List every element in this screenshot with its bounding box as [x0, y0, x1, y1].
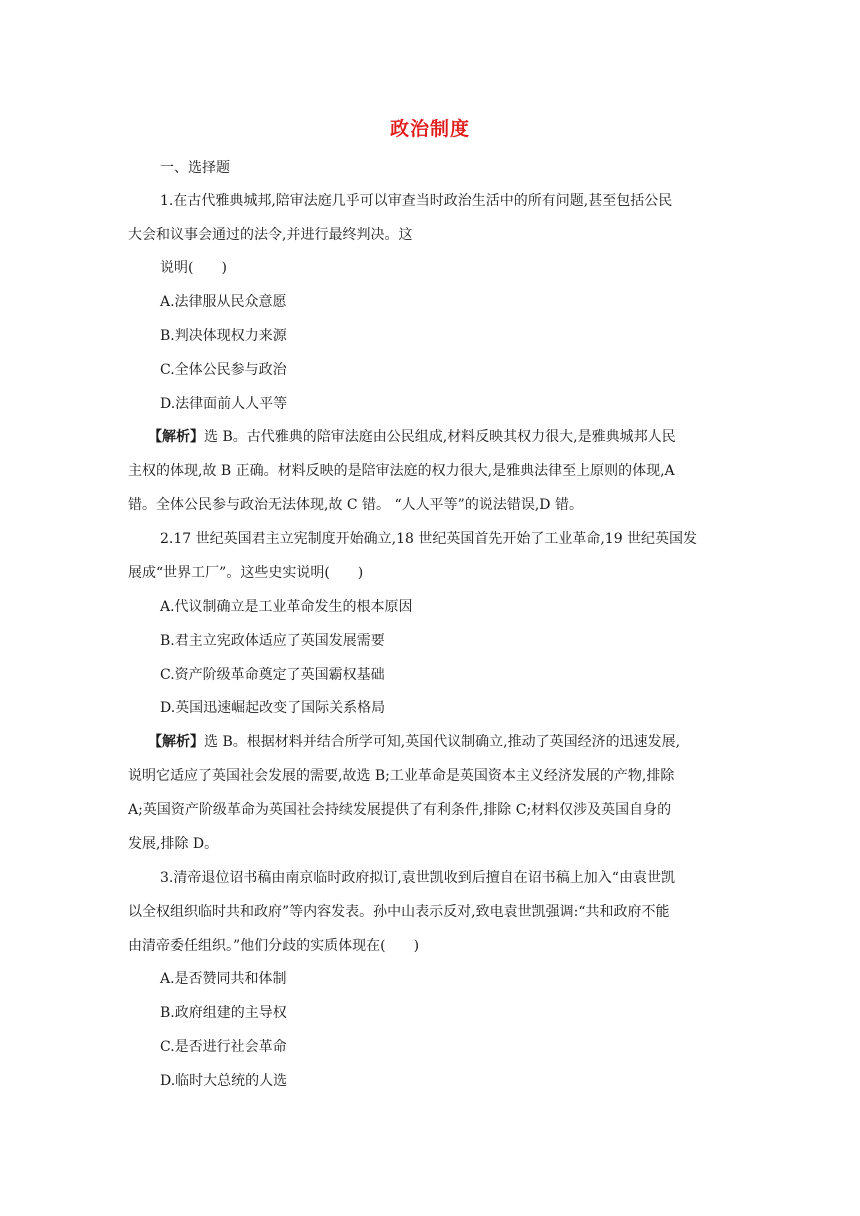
q3-stem-line3: 由清帝委任组织。”他们分歧的实质体现在( ) — [128, 938, 420, 954]
q2-analysis-line3: A;英国资产阶级革命为英国社会持续发展提供了有利条件,排除 C;材料仅涉及英国自身的 — [128, 802, 672, 818]
q2-option-a: A.代议制确立是工业革命发生的根本原因 — [160, 599, 413, 615]
q2-option-d: D.英国迅速崛起改变了国际关系格局 — [160, 700, 386, 716]
q1-option-a: A.法律服从民众意愿 — [160, 294, 287, 310]
q2-option-c: C.资产阶级革命奠定了英国霸权基础 — [160, 667, 385, 683]
q2-analysis-line2: 说明它适应了英国社会发展的需要,故选 B;工业革命是英国资本主义经济发展的产物,排除 — [128, 768, 675, 784]
q1-analysis-line3: 错。全体公民参与政治无法体现,故 C 错。 “人人平等”的说法错误,D 错。 — [128, 497, 583, 513]
q1-stem-line1: 1.在古代雅典城邦,陪审法庭几乎可以审查当时政治生活中的所有问题,甚至包括公民 — [160, 193, 673, 209]
q3-option-b: B.政府组建的主导权 — [160, 1005, 287, 1021]
q3-option-c: C.是否进行社会革命 — [160, 1039, 287, 1055]
q1-analysis-tag: 【解析】 — [148, 429, 204, 445]
q3-option-a: A.是否赞同共和体制 — [160, 971, 287, 987]
q3-stem-line1: 3.清帝退位诏书稿由南京临时政府拟订,袁世凯收到后擅自在诏书稿上加入“由袁世凯 — [160, 870, 675, 886]
q2-analysis-line4: 发展,排除 D。 — [128, 836, 219, 852]
page-title: 政治制度 — [389, 118, 470, 140]
q1-option-b: B.判决体现权力来源 — [160, 328, 287, 344]
q1-option-d: D.法律面前人人平等 — [160, 396, 288, 412]
q1-option-c: C.全体公民参与政治 — [160, 362, 287, 378]
q1-analysis-line1 — [148, 427, 676, 447]
q2-analysis-line1 — [148, 732, 680, 752]
q1-stem-line3: 说明( ) — [160, 260, 227, 276]
q2-analysis-tag: 【解析】 — [148, 734, 204, 750]
q1-analysis-line2: 主权的体现,故 B 正确。材料反映的是陪审法庭的权力很大,是雅典法律至上原则的体现,A — [128, 463, 675, 479]
section-heading: 一、选择题 — [160, 160, 230, 176]
q1-analysis-text: 选 B。古代雅典的陪审法庭由公民组成,材料反映其权力很大,是雅典城邦人民 — [204, 429, 676, 445]
q2-stem-line2: 展成“世界工厂”。这些史实说明( ) — [128, 565, 364, 581]
q3-option-d: D.临时大总统的人选 — [160, 1073, 288, 1089]
q2-analysis-text: 选 B。根据材料并结合所学可知,英国代议制确立,推动了英国经济的迅速发展, — [204, 734, 681, 750]
q3-stem-line2: 以全权组织临时共和政府”等内容发表。孙中山表示反对,致电袁世凯强调:“共和政府不能 — [128, 904, 670, 920]
q2-option-b: B.君主立宪政体适应了英国发展需要 — [160, 633, 385, 649]
q1-stem-line2: 大会和议事会通过的法令,并进行最终判决。这 — [128, 227, 413, 243]
q2-stem-line1: 2.17 世纪英国君主立宪制度开始确立,18 世纪英国首先开始了工业革命,19 世纪英国发 — [160, 531, 698, 547]
